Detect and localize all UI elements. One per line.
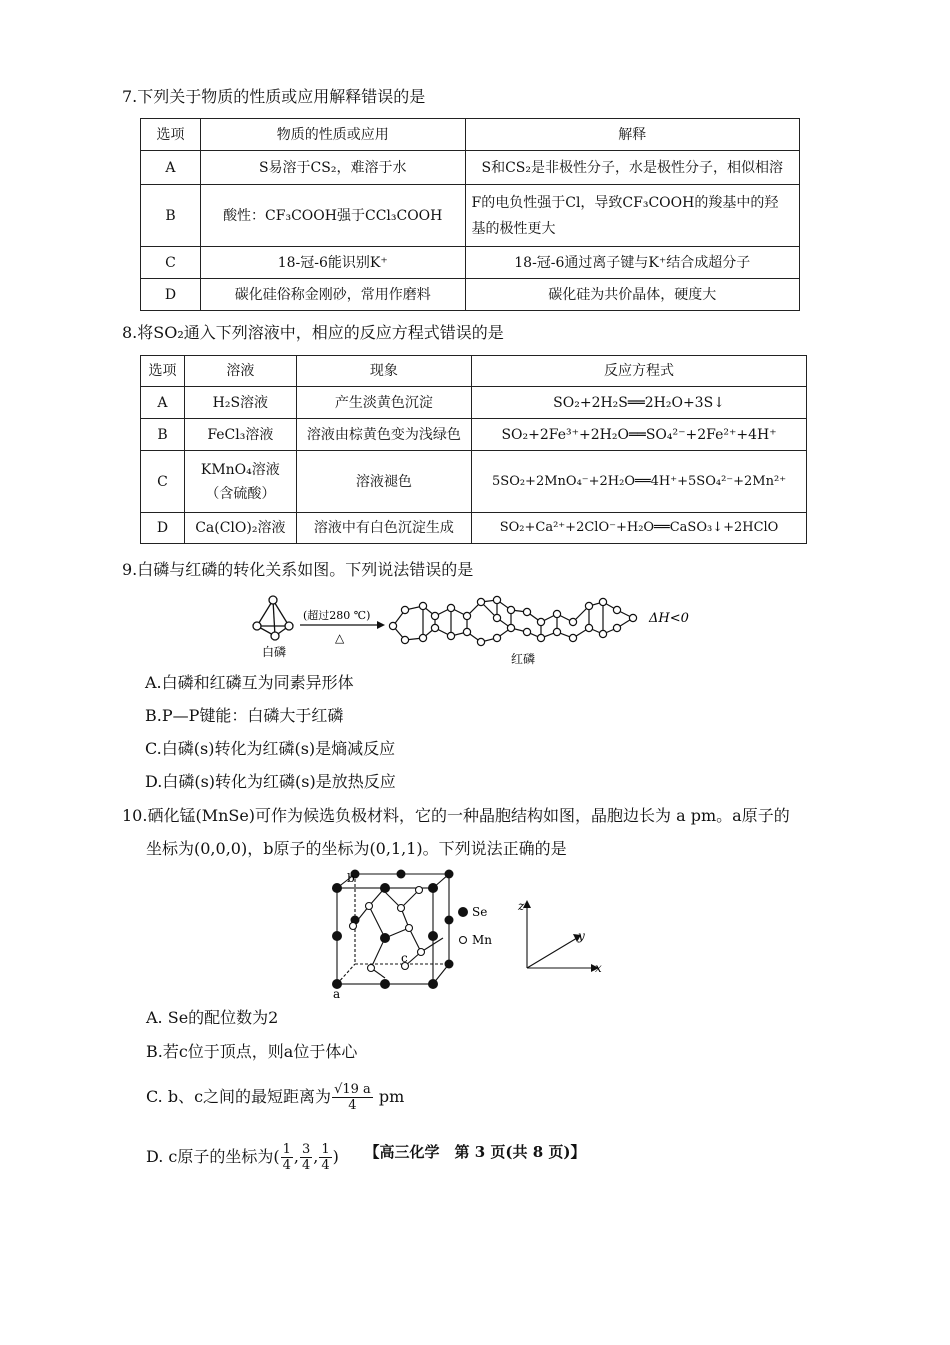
q7-table [140,118,800,311]
q8-row-c-option: C [141,451,185,513]
q8-row-d-phenomenon: 溶液中有白色沉淀生成 [296,513,471,544]
q9-option-a: A.白磷和红磷互为同素异形体 [145,673,354,692]
reaction-arrow-head [377,621,385,629]
q8-row-b-option: B [141,419,185,451]
q8-row-d-solution: Ca(ClO)₂溶液 [184,513,296,544]
q9-phosphorus-figure [245,588,705,668]
atom-label-b: b [347,871,355,885]
q10-option-d-frac-x-num: 1 [282,1142,291,1157]
q8-row-d-equation: SO₂+Ca²⁺+2ClO⁻+H₂O══CaSO₃↓+2HClO [472,513,807,544]
q7-row-b-property: 酸性：CF₃COOH强于CCl₃COOH [200,185,465,247]
white-phosphorus-label: 白磷 [262,645,287,659]
q10-option-a: A. Se的配位数为2 [146,1008,279,1027]
enthalpy-change: ΔH<0 [649,611,689,626]
q8-header-solution: 溶液 [184,356,296,387]
q8-row-d-option: D [141,513,185,544]
q10-stem-line1: 10.硒化锰(MnSe)可作为候选负极材料，它的一种晶胞结构如图，晶胞边长为 a pm。a原子的 [122,806,790,825]
red-phosphorus-label: 红磷 [511,652,536,666]
legend-se-marker [458,907,468,917]
q8-row-a-solution: H₂S溶液 [184,387,296,419]
q7-row-c-property: 18-冠-6能识别K⁺ [200,247,465,279]
q8-row-c-equation: 5SO₂+2MnO₄⁻+2H₂O══4H⁺+5SO₄²⁻+2Mn²⁺ [472,451,807,513]
q10-option-d-frac-z-num: 1 [321,1142,330,1157]
q10-option-c-text: C. b、c之间的最短距离为 [146,1087,332,1106]
q7-row-c-explanation: 18-冠-6通过离子键与K⁺结合成超分子 [465,247,799,279]
q8-header-option: 选项 [141,356,185,387]
axis-y-label: y [578,929,585,943]
q8-row-b-phenomenon: 溶液由棕黄色变为浅绿色 [296,419,471,451]
q8-stem: 8.将SO₂通入下列溶液中，相应的反应方程式错误的是 [122,323,504,342]
q7-row-b-explanation-line2: 基的极性更大 [471,220,556,237]
q7-row-d-option: D [141,279,201,311]
q8-row-a-phenomenon: 产生淡黄色沉淀 [296,387,471,419]
q10-option-d-frac-y-num: 3 [302,1142,311,1157]
q8-header-equation: 反应方程式 [472,356,807,387]
q8-table [140,355,807,544]
atom-label-c: c [401,951,408,965]
q8-row-c-solution-line1: KMnO₄溶液 [200,461,280,478]
q10-option-c [146,1082,404,1113]
reaction-heat: △ [335,631,345,645]
q7-row-a-option: A [141,151,201,185]
reaction-condition: (超过280 ℃) [303,609,371,622]
white-phosphorus-molecule [253,596,293,640]
q7-header-option: 选项 [141,119,201,151]
q9-option-b: B.P—P键能：白磷大于红磷 [145,706,344,725]
q8-row-b-equation: SO₂+2Fe³⁺+2H₂O══SO₄²⁻+2Fe²⁺+4H⁺ [472,419,807,451]
axis-x-label: x [595,961,602,975]
q8-row-b-solution: FeCl₃溶液 [184,419,296,451]
q10-option-c-unit: pm [378,1087,405,1106]
q7-row-c-option: C [141,247,201,279]
q7-row-d-explanation: 碳化硅为共价晶体，硬度大 [465,279,799,311]
q8-row-c-solution-line2: （含硫酸） [205,485,276,502]
q10-option-d-text: D. c原子的坐标为( [146,1147,280,1166]
q10-option-c-denominator: 4 [348,1098,357,1113]
q8-row-a-equation: SO₂+2H₂S══2H₂O+3S↓ [472,387,807,419]
q10-option-b: B.若c位于顶点，则a位于体心 [146,1042,358,1061]
q8-row-c-phenomenon: 溶液褪色 [296,451,471,513]
q7-row-a-property: S易溶于CS₂，难溶于水 [200,151,465,185]
q10-option-c-numerator: √19 a [334,1082,371,1097]
q10-option-c-fraction [332,1082,373,1113]
q9-option-c: C.白磷(s)转化为红磷(s)是熵减反应 [145,739,396,758]
axis-z-label: z [518,899,525,913]
q10-option-d-frac-y-den: 4 [302,1158,311,1173]
q7-row-b-option: B [141,185,201,247]
red-phosphorus-atoms [389,596,636,645]
q7-row-d-property: 碳化硅俗称金刚砂，常用作磨料 [200,279,465,311]
legend-mn-marker [460,937,467,944]
q7-row-b-explanation-line1: F的电负性强于Cl，导致CF₃COOH的羧基中的羟 [471,194,779,211]
q10-option-d: D. c原子的坐标为( $\frac{1}{4}$ , $\frac{3}{4}$ , $\frac{1}{4}$ ) [146,1142,339,1173]
q10-option-d-frac-x-den: 4 [282,1158,291,1173]
red-phosphorus-chain [393,600,633,642]
q10-stem-line2: 坐标为(0,0,0)，b原子的坐标为(0,1,1)。下列说法正确的是 [146,839,567,858]
q10-option-d-frac-z-den: 4 [321,1158,330,1173]
q7-stem: 7.下列关于物质的性质或应用解释错误的是 [122,87,426,106]
q7-row-b-explanation [465,185,799,247]
q9-stem: 9.白磷与红磷的转化关系如图。下列说法错误的是 [122,560,474,579]
page-footer: 【高三化学 第 3 页(共 8 页)】 [364,1143,586,1161]
atom-label-a: a [333,987,341,1000]
q7-header-explanation: 解释 [465,119,799,151]
legend-se-label: Se [472,905,488,919]
q10-unit-cell-figure [325,868,615,1000]
q7-row-a-explanation: S和CS₂是非极性分子，水是极性分子，相似相溶 [465,151,799,185]
q9-option-d: D.白磷(s)转化为红磷(s)是放热反应 [145,772,396,791]
se-atoms [332,870,454,990]
q8-header-phenomenon: 现象 [296,356,471,387]
q8-row-a-option: A [141,387,185,419]
q7-header-property: 物质的性质或应用 [200,119,465,151]
legend-mn-label: Mn [472,933,493,947]
q8-row-c-solution [184,451,296,513]
q10-option-d-close: ) [332,1147,339,1166]
